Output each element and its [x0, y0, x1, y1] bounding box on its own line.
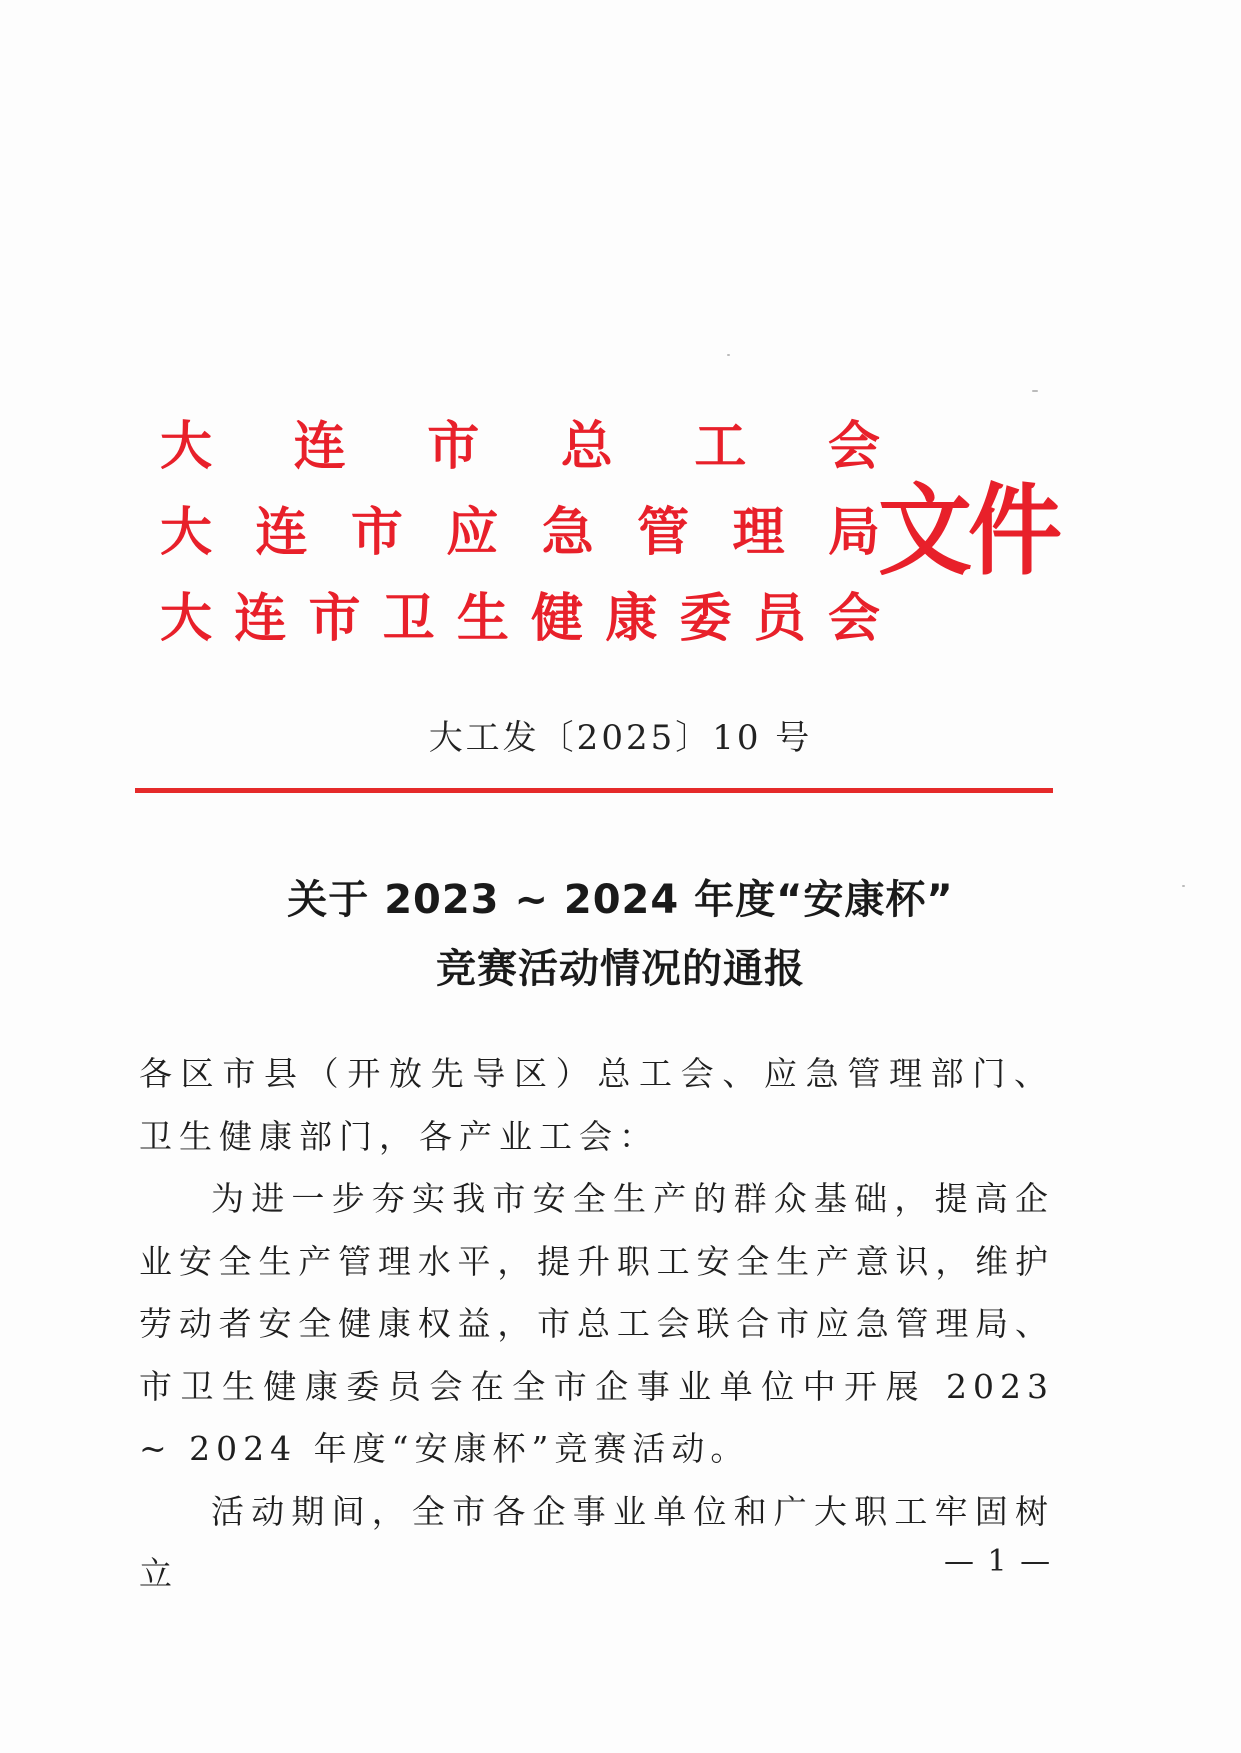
- masthead-char: 急: [541, 502, 594, 563]
- masthead-char: 大: [160, 588, 213, 649]
- masthead-char: 应: [446, 502, 499, 563]
- masthead-char: 理: [732, 502, 785, 563]
- masthead-char: 局: [827, 502, 880, 563]
- masthead-org-line: [160, 570, 880, 656]
- document-body: [139, 1043, 1054, 1606]
- red-separator-rule: [135, 788, 1053, 793]
- masthead-char: 连: [293, 416, 346, 477]
- page-number: — 1 —: [944, 1544, 1053, 1579]
- document-title-line-1: 关于 2023 ~ 2024 年度“安康杯”: [287, 877, 954, 923]
- masthead-char: 连: [255, 502, 308, 563]
- masthead-org-line: [160, 398, 880, 484]
- masthead-char: 健: [531, 588, 584, 649]
- masthead-char: 管: [637, 502, 690, 563]
- masthead-char: 卫: [382, 588, 435, 649]
- masthead-char: 员: [753, 588, 806, 649]
- masthead-char: 生: [456, 588, 509, 649]
- masthead: [160, 398, 880, 656]
- body-paragraph: 活动期间，全市各企事业单位和广大职工牢固树立: [139, 1491, 1054, 1593]
- masthead-char: 康: [605, 588, 658, 649]
- masthead-char: 会: [827, 416, 880, 477]
- masthead-char: 工: [694, 416, 747, 477]
- masthead-suffix: 文件: [878, 473, 1059, 590]
- masthead-char: 市: [308, 588, 361, 649]
- masthead-org-line: [160, 484, 880, 570]
- masthead-char: 市: [350, 502, 403, 563]
- scan-speck: [727, 354, 730, 356]
- document-number: 大工发〔2025〕10 号: [428, 718, 813, 758]
- scan-speck: [1032, 390, 1038, 392]
- scan-speck: [1182, 885, 1185, 887]
- masthead-char: 市: [427, 416, 480, 477]
- document-title-line-2: 竞赛活动情况的通报: [436, 946, 805, 992]
- masthead-char: 大: [160, 416, 213, 477]
- masthead-char: 总: [560, 416, 613, 477]
- masthead-char: 大: [160, 502, 213, 563]
- body-paragraph: 为进一步夯实我市安全生产的群众基础，提高企业安全生产管理水平，提升职工安全生产意识，维护劳动者安全健康权益，市总工会联合市应急管理局、市卫生健康委员会在全市企事业单位中开展 2023 ~ 2024 年度“安康杯”竞赛活动。: [139, 1179, 1054, 1468]
- salutation: 各区市县（开放先导区）总工会、应急管理部门、卫生健康部门，各产业工会：: [139, 1054, 1054, 1156]
- masthead-char: 委: [679, 588, 732, 649]
- masthead-char: 连: [234, 588, 287, 649]
- masthead-char: 会: [827, 588, 880, 649]
